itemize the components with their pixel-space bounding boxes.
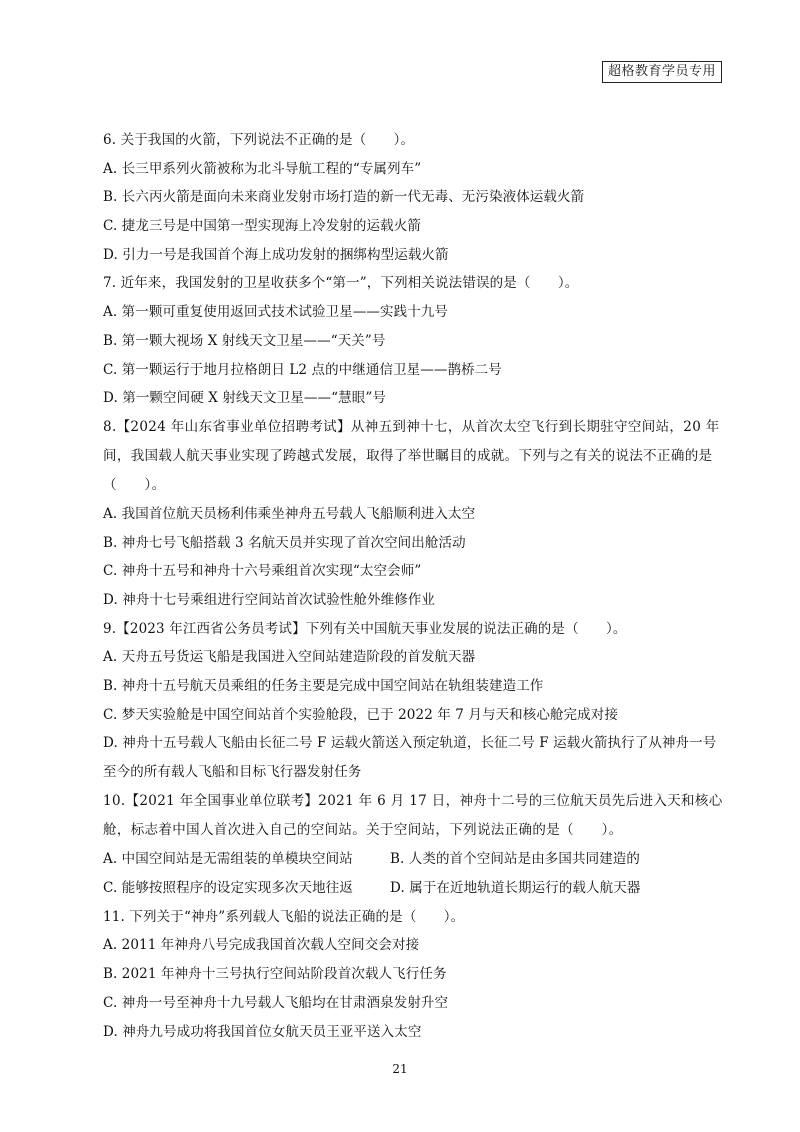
question-option: C. 捷龙三号是中国第一型实现海上冷发射的运载火箭 xyxy=(103,218,421,235)
question-option: D. 属于在近地轨道长期运行的载人航天器 xyxy=(390,880,641,897)
question-option: D. 神舟十五号载人飞船由长征二号 F 运载火箭送入预定轨道，长征二号 F 运载火箭执行了从神舟一号至今的所有载人飞船和目标飞行器发射任务 xyxy=(103,735,717,781)
question-option: B. 2021 年神舟十三号执行空间站阶段首次载人飞行任务 xyxy=(103,966,447,983)
question-stem: 8.【2024 年山东省事业单位招聘考试】从神五到神十七，从首次太空飞行到长期驻守空间站，20 年间，我国载人航天事业实现了跨越式发展，取得了举世瞩目的成就。下列与之有关的说法不正确的是（ ）。 xyxy=(103,418,720,493)
question-option: C. 神舟十五号和神舟十六号乘组首次实现“太空会师” xyxy=(103,563,422,580)
question-option: B. 第一颗大视场 X 射线天文卫星——“天关”号 xyxy=(103,332,386,349)
question-stem: 10.【2021 年全国事业单位联考】2021 年 6 月 17 日，神舟十二号的三位航天员先后进入天和核心舱，标志着中国人首次进入自己的空间站。关于空间站，下列说法正确的是（ ）。 xyxy=(103,793,723,839)
question-option: A. 长三甲系列火箭被称为北斗导航工程的“专属列车” xyxy=(103,160,422,177)
question-option: A. 中国空间站是无需组装的单模块空间站 xyxy=(103,851,353,868)
question-option: C. 第一颗运行于地月拉格朗日 L2 点的中继通信卫星——鹊桥二号 xyxy=(103,361,502,378)
question-option: C. 能够按照程序的设定实现多次天地往返 xyxy=(103,880,353,897)
question-list xyxy=(103,130,723,1050)
question-stem: 11. 下列关于“神舟”系列载人飞船的说法正确的是（ ）。 xyxy=(103,908,465,925)
question-option: D. 引力一号是我国首个海上成功发射的捆绑构型运载火箭 xyxy=(103,246,449,263)
question-option: C. 梦天实验舱是中国空间站首个实验舱段，已于 2022 年 7 月与天和核心舱完成对接 xyxy=(103,706,618,723)
page-number: 21 xyxy=(392,1062,408,1076)
question-option: A. 2011 年神舟八号完成我国首次载人空间交会对接 xyxy=(103,937,420,954)
question-option: A. 我国首位航天员杨利伟乘坐神舟五号载人飞船顺利进入太空 xyxy=(103,505,476,522)
question-option: B. 人类的首个空间站是由多国共同建造的 xyxy=(390,851,641,868)
question-option: C. 神舟一号至神舟十九号载人飞船均在甘肃酒泉发射升空 xyxy=(103,994,449,1011)
question-option: D. 神舟九号成功将我国首位女航天员王亚平送入太空 xyxy=(103,1023,422,1040)
question-stem: 9.【2023 年江西省公务员考试】下列有关中国航天事业发展的说法正确的是（ ）。 xyxy=(103,620,627,637)
option-row xyxy=(103,878,723,898)
question-stem: 6. 关于我国的火箭，下列说法不正确的是（ ）。 xyxy=(103,132,415,148)
question-option: D. 第一颗空间硬 X 射线天文卫星——“慧眼”号 xyxy=(103,390,386,407)
question-option: B. 神舟七号飞船搭载 3 名航天员并实现了首次空间出舱活动 xyxy=(103,534,466,551)
question-option: A. 天舟五号货运飞船是我国进入空间站建造阶段的首发航天器 xyxy=(103,649,476,666)
option-row xyxy=(103,849,723,869)
question-option: D. 神舟十七号乘组进行空间站首次试验性舱外维修作业 xyxy=(103,591,436,608)
question-option: B. 长六丙火箭是面向未来商业发射市场打造的新一代无毒、无污染液体运载火箭 xyxy=(103,189,585,206)
question-option: A. 第一颗可重复使用返回式技术试验卫星——实践十九号 xyxy=(103,304,449,321)
question-stem: 7. 近年来，我国发射的卫星收获多个“第一”，下列相关说法错误的是（ ）。 xyxy=(103,275,579,292)
watermark-tag: 超格教育学员专用 xyxy=(602,61,722,83)
question-option: B. 神舟十五号航天员乘组的任务主要是完成中国空间站在轨组装建造工作 xyxy=(103,678,544,694)
